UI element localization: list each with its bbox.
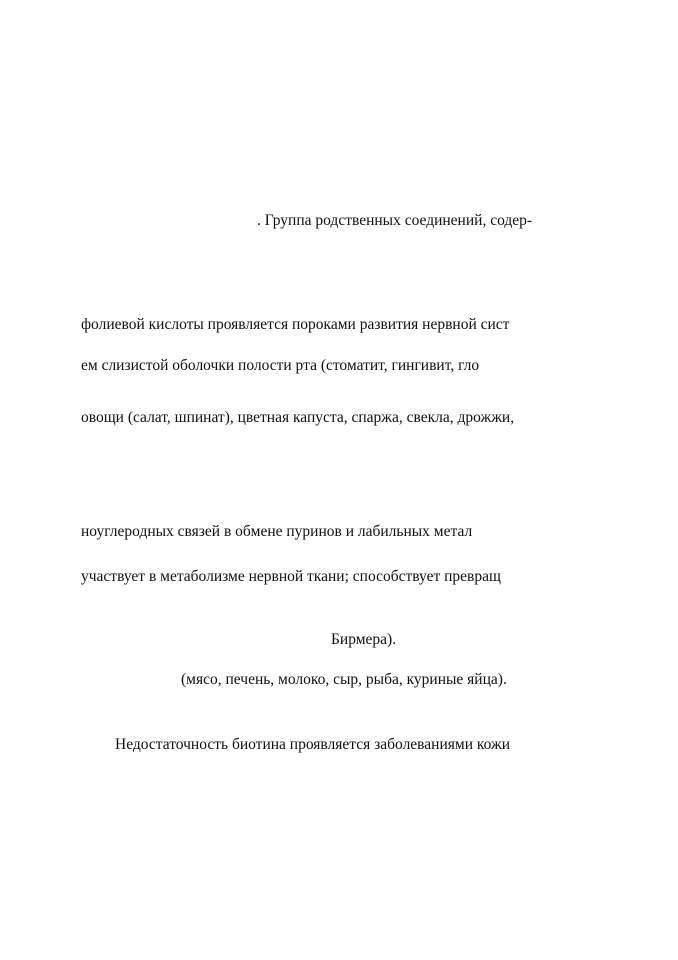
text-line-7: Бирмера). [331,631,397,648]
text-line-2: фолиевой кислоты проявляется пороками развития нервной сист [81,316,510,333]
text-line-1: . Группа родственных соединений, содер- [257,212,533,229]
text-line-6: участвует в метаболизме нервной ткани; способствует превращ [81,568,501,585]
text-line-3: ем слизистой оболочки полости рта (стоматит, гингивит, гло [81,357,480,374]
text-line-4: овощи (салат, шпинат), цветная капуста, спаржа, свекла, дрожжи, [81,409,515,426]
text-line-9: Недостаточность биотина проявляется заболеваниями кожи [115,736,510,753]
text-line-5: ноуглеродных связей в обмене пуринов и лабильных метал [81,523,473,540]
text-line-8: (мясо, печень, молоко, сыр, рыба, куриные яйца). [181,671,507,688]
